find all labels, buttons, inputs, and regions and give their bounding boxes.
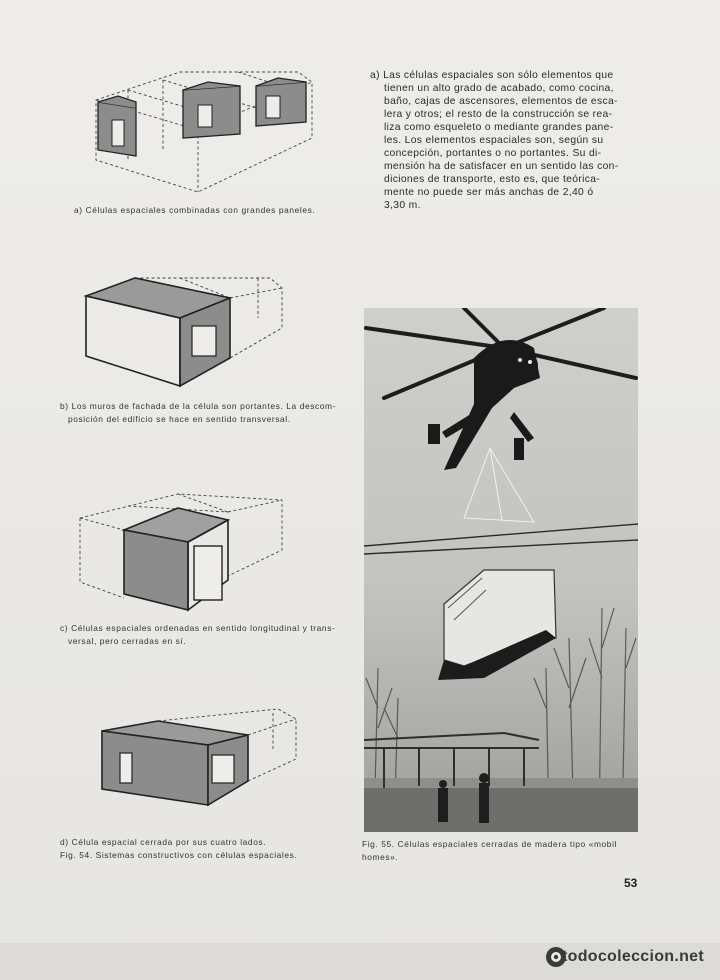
caption-c — [60, 622, 335, 648]
body-line: tienen un alto grado de acabado, como cocina, — [384, 83, 614, 94]
caption-c-line1: c) Células espaciales ordenadas en sentido longitudinal y trans- — [60, 623, 336, 633]
body-line: a) Las células espaciales son sólo elementos que — [370, 70, 614, 81]
page-number: 53 — [624, 876, 638, 890]
diagram-b-bearing-facade — [80, 268, 290, 392]
body-line: liza como esqueleto o mediante grandes pane- — [384, 122, 614, 133]
body-line: mensión ha de satisfacer en un sentido las con- — [384, 161, 619, 172]
diagram-d-closed-cell — [98, 705, 308, 815]
diagram-a-combined-cells — [88, 60, 328, 200]
caption-b-line2: posición del edificio se hace en sentido transversal. — [68, 414, 291, 424]
caption-b — [60, 400, 336, 426]
body-line: baño, cajas de ascensores, elementos de esca- — [384, 96, 618, 107]
caption-fig55-line2: homes». — [362, 852, 399, 862]
photo-illustration — [364, 308, 638, 832]
watermark-text: todocoleccion.net — [562, 948, 704, 965]
photo-helicopter-mobile-home — [364, 308, 638, 832]
diagram-c-ordered-cells — [78, 490, 288, 615]
body-line: les. Los elementos espaciales son, según su — [384, 135, 604, 146]
caption-fig55 — [362, 838, 642, 864]
body-line: mente no puede ser más anchas de 2,40 ó — [384, 187, 594, 198]
caption-fig55-line1: Fig. 55. Células espaciales cerradas de madera tipo «mobil — [362, 839, 617, 849]
body-line: 3,30 m. — [384, 200, 421, 211]
caption-d: d) Célula espacial cerrada por sus cuatro lados. — [60, 837, 267, 847]
body-line: diciones de transporte, esto es, que teórica- — [384, 174, 601, 185]
caption-c-line2: versal, pero cerradas en sí. — [68, 636, 187, 646]
caption-fig54: Fig. 54. Sistemas constructivos con células espaciales. — [60, 850, 298, 860]
body-paragraph — [370, 69, 638, 212]
caption-a: a) Células espaciales combinadas con grandes paneles. — [74, 205, 316, 215]
body-line: concepción, portantes o no portantes. Su di- — [384, 148, 602, 159]
body-line: lera y otros; el resto de la construcción se rea- — [384, 109, 613, 120]
caption-b-line1: b) Los muros de fachada de la célula son portantes. La descom- — [60, 401, 337, 411]
